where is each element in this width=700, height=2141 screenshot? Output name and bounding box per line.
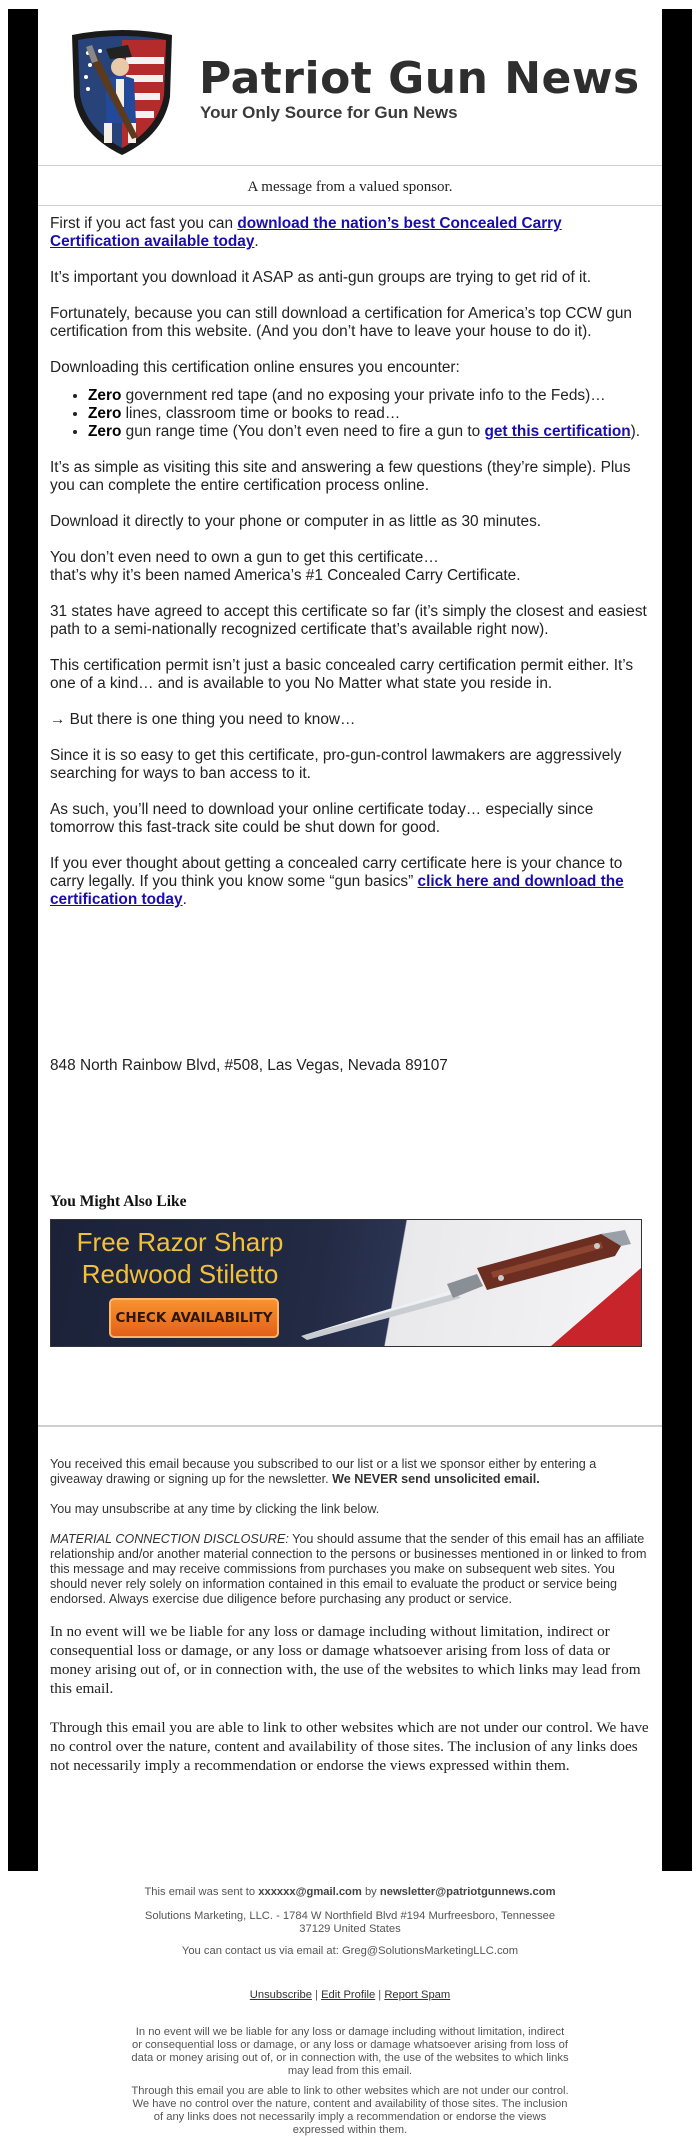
sent-by-text: by (361, 1886, 380, 1898)
bullet-bold: Zero (88, 405, 122, 422)
paragraph: 31 states have agreed to accept this certificate so far (it’s simply the closest and easiest path to a semi-nationally recognized certificate that’s available right now). (50, 603, 647, 638)
benefits-list (50, 387, 650, 441)
list-item (88, 405, 650, 423)
check-availability-button[interactable]: CHECK AVAILABILITY (109, 1298, 279, 1338)
intro-period: . (254, 233, 259, 250)
recommend-heading: You Might Also Like (50, 1193, 187, 1210)
sponsor-notice: A message from a valued sponsor. (247, 179, 453, 195)
unsubscribe-notice: You may unsubscribe at any time by clicking the link below. (50, 1502, 380, 1516)
header-divider (38, 165, 662, 166)
sent-to-line (130, 1886, 570, 1899)
site-tagline: Your Only Source for Gun News (200, 103, 458, 122)
recipient-email: xxxxxx@gmail.com (258, 1886, 362, 1898)
material-disclosure (50, 1532, 650, 1607)
bullet-bold: Zero (88, 387, 122, 404)
click-here-download-link[interactable]: click here and download the certification today (50, 873, 624, 908)
report-spam-link[interactable]: Report Spam (384, 1989, 451, 2001)
paragraph: Download it directly to your phone or computer in as little as 30 minutes. (50, 513, 542, 530)
paragraph: Downloading this certification online ensures you encounter: (50, 359, 460, 376)
edit-profile-link[interactable]: Edit Profile (321, 1989, 376, 2001)
contact-line: You can contact us via email at: Greg@SolutionsMarketingLLC.com (181, 1945, 519, 1957)
bullet-text: government red tape (and no exposing your private info to the Feds)… (121, 387, 606, 404)
paragraph: As such, you’ll need to download your online certificate today… especially since tomorrow this fast-track site could be shut down for good. (50, 801, 594, 836)
ad-line-1: Free Razor Sharp (76, 1227, 284, 1257)
bullet-text: gun range time (You don’t even need to fire a gun to (121, 423, 485, 440)
no-spam-statement: We NEVER send unsolicited email. (332, 1472, 540, 1486)
article-content (50, 215, 650, 927)
paragraph: Since it is so easy to get this certificate, pro-gun-control lawmakers are aggressively searching for ways to ban access to it. (50, 747, 622, 782)
email-body (38, 9, 662, 1871)
link-separator: | (375, 1989, 385, 2001)
links-disclaimer: Through this email you are able to link to other websites which are not under our control. We have no control over the nature, content and availability of those sites. The inclusion of any links does not necessarily imply a recommendation or endorse the views expressed within them. (50, 1719, 649, 1774)
footer-links (130, 1989, 570, 2002)
footer-divider (38, 1425, 662, 1427)
link-separator: | (311, 1989, 322, 2001)
outer-liability-disclaimer: In no event will we be liable for any loss or damage including without limitation, indirect or consequential loss or damage, or any loss or damage whatsoever arising from loss of data or money arising out of, or in connection with, the use of the websites to which links may lead from this email. (131, 2026, 569, 2077)
paragraph: It’s important you download it ASAP as anti-gun groups are trying to get rid of it. (50, 269, 591, 286)
subscription-text: You received this email because you subscribed to our list or a list we sponsor either by entering a giveaway drawing or signing up for the newsletter. (50, 1457, 597, 1486)
paragraph-closing (50, 855, 650, 909)
list-item (88, 387, 650, 405)
subscription-notice (50, 1457, 650, 1487)
ad-headline (65, 1226, 295, 1290)
email-frame (8, 9, 692, 1871)
disclosure-label: MATERIAL CONNECTION DISCLOSURE: (50, 1532, 289, 1546)
line: that’s why it’s been named America’s #1 Concealed Carry Certificate. (50, 567, 521, 584)
line: You don’t even need to own a gun to get this certificate… (50, 549, 439, 566)
paragraph: Fortunately, because you can still download a certification for America’s top CCW gun certification from this website. (And you don’t have to leave your house to do it). (50, 305, 632, 340)
paragraph (50, 549, 650, 585)
stiletto-ad-banner[interactable] (50, 1219, 642, 1347)
sponsor-address: 848 North Rainbow Blvd, #508, Las Vegas, Nevada 89107 (50, 1057, 448, 1074)
liability-disclaimer: In no event will we be liable for any loss or damage including without limitation, indirect or consequential loss or damage, or any loss or damage whatsoever arising from loss of data or money arising out of, or in connection with, the use of the websites to which links may lead from this email. (50, 1623, 641, 1697)
patriot-shield-logo (66, 27, 178, 159)
paragraph: It’s as simple as visiting this site and answering a few questions (they’re simple). Plus you can complete the entire certification process online. (50, 459, 631, 494)
email-disclaimer (50, 1457, 650, 1795)
paragraph-intro (50, 215, 650, 251)
outer-links-disclaimer: Through this email you are able to link to other websites which are not under our control. We have no control over the nature, content and availability of those sites. The inclusion of any links does not necessarily imply a recommendation or endorse the views expressed within them. (131, 2085, 569, 2136)
ad-line-2: Redwood Stiletto (81, 1259, 279, 1289)
closing-text: If you ever thought about getting a concealed carry certificate here is your chance to carry legally. If you think you know some “gun basics” (50, 855, 623, 890)
bullet-bold: Zero (88, 423, 122, 440)
get-certification-link[interactable]: get this certification (484, 423, 631, 440)
disclosure-text: You should assume that the sender of this email has an affiliate relationship and/or another material connection to the persons or businesses mentioned in or linked to from this message and may receive commissions from purchases you make on subsequent web sites. You should never rely solely on information contained in this email to evaluate the product or service being endorsed. Always exercise due diligence before purchasing any product or service. (50, 1532, 647, 1606)
bullet-text: lines, classroom time or books to read… (121, 405, 401, 422)
paragraph: → But there is one thing you need to know… (50, 711, 356, 728)
sponsor-divider (38, 205, 662, 206)
list-item (88, 423, 650, 441)
sender-email: newsletter@patriotgunnews.com (379, 1886, 556, 1898)
paragraph: This certification permit isn’t just a basic concealed carry certification permit either. It’s one of a kind… and is available to you No Matter what state you reside in. (50, 657, 634, 692)
company-address: Solutions Marketing, LLC. - 1784 W Northfield Blvd #194 Murfreesboro, Tennessee 37129 United States (144, 1910, 556, 1935)
bullet-tail: ). (630, 423, 641, 440)
unsubscribe-link[interactable]: Unsubscribe (249, 1989, 312, 2001)
site-title: Patriot Gun News (199, 53, 640, 104)
stiletto-knife-image (301, 1228, 641, 1346)
download-certification-link[interactable]: download the nation’s best Concealed Carry Certification available today (50, 215, 562, 250)
closing-period: . (182, 891, 187, 908)
sent-text: This email was sent to (144, 1886, 259, 1898)
intro-text: First if you act fast you can (50, 215, 238, 232)
